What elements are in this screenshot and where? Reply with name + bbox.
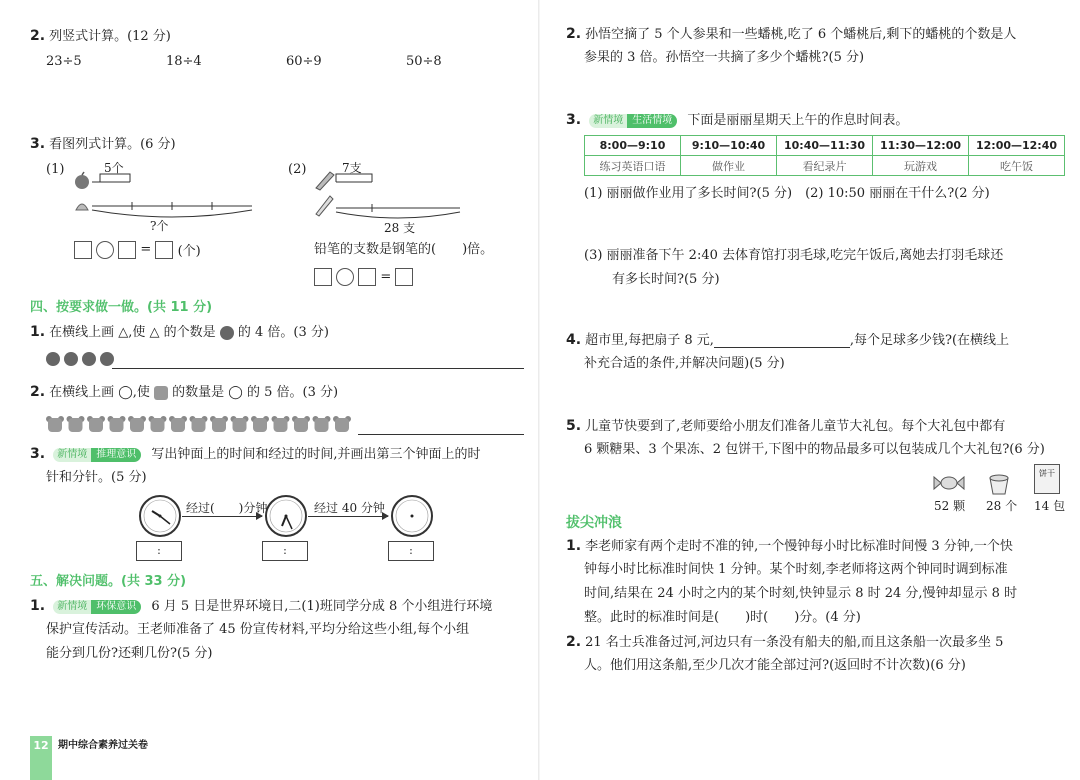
right-q2: 2. 孙悟空摘了 5 个人参果和一些蟠桃,吃了 6 个蟠桃后,剩下的蟠桃的个数是人: [566, 26, 1017, 42]
apple-stem: [82, 172, 84, 175]
challenge-q2-line2: 人。他们用这条船,至少几次才能全部过河?(返回时不计次数)(6 分): [584, 658, 966, 673]
part2-label: (2): [288, 162, 307, 177]
time-cell: 9:10—10:40: [681, 136, 777, 156]
cookie-pack-icon: 饼干: [1034, 464, 1060, 494]
koala-icon: [67, 416, 85, 432]
drawing-line-2[interactable]: [358, 434, 524, 435]
koala-icon: [46, 416, 64, 432]
part1-line-diagram: [70, 170, 270, 230]
operator-circle[interactable]: [336, 268, 354, 286]
time-cell: 10:40—11:30: [777, 136, 873, 156]
clock-face-3[interactable]: [390, 494, 434, 538]
koala-icon: [154, 386, 168, 400]
left-q3: 3. 看图列式计算。(6 分): [30, 136, 176, 152]
right-q4: 4. 超市里,每把扇子 8 元, ,每个足球多少钱?(在横线上: [566, 332, 1010, 348]
s4-q2: 2. 在横线上画 ◯,使 的数量是 ◯ 的 5 倍。(3 分): [30, 384, 339, 400]
apple-icon: [64, 352, 78, 366]
s4-q3: 3. 新情境 推理意识 写出钟面上的时间和经过的时间,并画出第三个钟面上的时: [30, 446, 481, 462]
answer-box[interactable]: [155, 241, 173, 259]
part1-top-label: 5个: [104, 161, 124, 175]
s4-q1: 1. 在横线上画 △,使 △ 的个数是 的 4 倍。(3 分): [30, 324, 329, 340]
koala-icon: [108, 416, 126, 432]
right-q3: 3. 新情境 生活情境 下面是丽丽星期天上午的作息时间表。: [566, 112, 909, 128]
challenge-q2: 2. 21 名士兵准备过河,河边只有一条没有船夫的船,而且这条船一次最多坐 5: [566, 634, 1004, 650]
calc-item-3: 60÷9: [286, 54, 322, 69]
apple-icon: [220, 326, 234, 340]
right-q5-line2: 6 颗糖果、3 个果冻、2 包饼干,下图中的物品最多可以包装成几个大礼包?(6 分): [584, 442, 1045, 457]
apple-icon: [82, 352, 96, 366]
s5-q1-line2: 保护宣传活动。王老师准备了 45 份宣传材料,平均分给这些小组,每个小组: [46, 622, 470, 637]
activity-cell: 做作业: [681, 156, 777, 176]
context-tag: 新情境 生活情境: [589, 114, 677, 128]
answer-box[interactable]: [118, 241, 136, 259]
context-tag: 新情境 推理意识: [53, 448, 141, 462]
right-q5: 5. 儿童节快要到了,老师要给小朋友们准备儿童节大礼包。每个大礼包中都有: [566, 418, 1006, 434]
koala-row: [46, 412, 356, 436]
time-answer-box-1[interactable]: :: [136, 541, 182, 561]
apple-icon: [100, 352, 114, 366]
s4-q3-line2: 针和分针。(5 分): [46, 470, 147, 485]
apple-icon: [75, 175, 89, 189]
operator-circle[interactable]: [96, 241, 114, 259]
clock-face-1: [138, 494, 182, 538]
s5-q1-line3: 能分到几份?还剩几份?(5 分): [46, 646, 213, 661]
koala-icon: [169, 416, 187, 432]
challenge-q1: 1. 李老师家有两个走时不准的钟,一个慢钟每小时比标准时间慢 3 分钟,一个快: [566, 538, 1013, 554]
time-cell: 11:30—12:00: [873, 136, 969, 156]
candy-icon: [932, 470, 966, 496]
right-q3-sub1: (1) 丽丽做作业用了多长时间?(5 分) (2) 10:50 丽丽在干什么?(2 分): [584, 186, 990, 201]
left-q2: 2. 列竖式计算。(12 分): [30, 28, 171, 44]
pencil-icon: [316, 196, 333, 216]
part1-bottom-label: ?个: [150, 219, 169, 233]
koala-icon: [87, 416, 105, 432]
challenge-q1-line2: 钟每小时比标准时间快 1 分钟。某个时刻,李老师将这两个钟同时调到标准: [584, 562, 1008, 577]
arrow-2-label: 经过 40 分钟: [314, 501, 385, 515]
activity-cell: 练习英语口语: [585, 156, 681, 176]
schedule-table: [584, 135, 1065, 176]
answer-box[interactable]: [314, 268, 332, 286]
time-answer-box-2[interactable]: :: [262, 541, 308, 561]
koala-icon: [272, 416, 290, 432]
activity-cell: 看纪录片: [777, 156, 873, 176]
part2-bottom-label: 28 支: [384, 221, 416, 235]
calc-item-2: 18÷4: [166, 54, 202, 69]
answer-box[interactable]: [74, 241, 92, 259]
answer-box[interactable]: [358, 268, 376, 286]
challenge-q1-line4: 整。此时的标准时间是( )时( )分。(4 分): [584, 610, 861, 625]
section-4-title: 四、按要求做一做。(共 11 分): [30, 300, 213, 315]
challenge-q1-line3: 时间,结果在 24 小时之内的某个时刻,快钟显示 8 时 24 分,慢钟却显示 8 时: [584, 586, 1018, 601]
jelly-icon: [986, 470, 1012, 496]
koala-icon: [128, 416, 146, 432]
time-cell: 12:00—12:40: [969, 136, 1065, 156]
koala-icon: [313, 416, 331, 432]
koala-icon: [333, 416, 351, 432]
condition-blank-line[interactable]: [714, 334, 850, 348]
cookie-count: 14 包: [1034, 499, 1066, 513]
part2-answer-row: =: [314, 268, 413, 286]
page-number: 12: [30, 736, 52, 780]
clock-face-2: [264, 494, 308, 538]
apple-icon: [46, 352, 60, 366]
page-spine: [538, 0, 540, 780]
koala-icon: [210, 416, 228, 432]
part2-question: 铅笔的支数是钢笔的( )倍。: [314, 242, 494, 257]
calc-item-1: 23÷5: [46, 54, 82, 69]
section-5-title: 五、解决问题。(共 33 分): [30, 574, 187, 589]
koala-icon: [190, 416, 208, 432]
s5-q1: 1. 新情境 环保意识 6 月 5 日是世界环境日,二(1)班同学分成 8 个小组进行环境: [30, 598, 493, 614]
koala-icon: [292, 416, 310, 432]
part1-label: (1): [46, 162, 65, 177]
right-q3-sub3b: 有多长时间?(5 分): [612, 272, 720, 287]
right-q3-sub3a: (3) 丽丽准备下午 2:40 去体育馆打羽毛球,吃完午饭后,离她去打羽毛球还: [584, 248, 1004, 263]
drawing-line-1[interactable]: [112, 368, 524, 369]
activity-cell: 玩游戏: [873, 156, 969, 176]
answer-box[interactable]: [395, 268, 413, 286]
calc-item-4: 50÷8: [406, 54, 442, 69]
right-q2-line2: 参果的 3 倍。孙悟空一共摘了多少个蟠桃?(5 分): [584, 50, 865, 65]
koala-icon: [231, 416, 249, 432]
candy-count: 52 颗: [934, 499, 966, 513]
time-answer-box-3[interactable]: :: [388, 541, 434, 561]
challenge-section-title: 拔尖冲浪: [566, 515, 622, 531]
apple-row: [46, 352, 114, 370]
bell-icon: [76, 204, 88, 210]
footer-title: 期中综合素养过关卷: [58, 740, 148, 751]
jelly-count: 28 个: [986, 499, 1018, 513]
koala-icon: [251, 416, 269, 432]
context-tag: 新情境 环保意识: [53, 600, 141, 614]
arrow-1-label: 经过( )分钟: [186, 501, 268, 515]
time-cell: 8:00—9:10: [585, 136, 681, 156]
part2-top-label: 7支: [342, 161, 362, 175]
right-q4-line2: 补充合适的条件,并解决问题)(5 分): [584, 356, 785, 371]
pen-icon: [316, 172, 334, 190]
activity-cell: 吃午饭: [969, 156, 1065, 176]
koala-icon: [149, 416, 167, 432]
part1-answer-row: = (个): [74, 240, 201, 259]
